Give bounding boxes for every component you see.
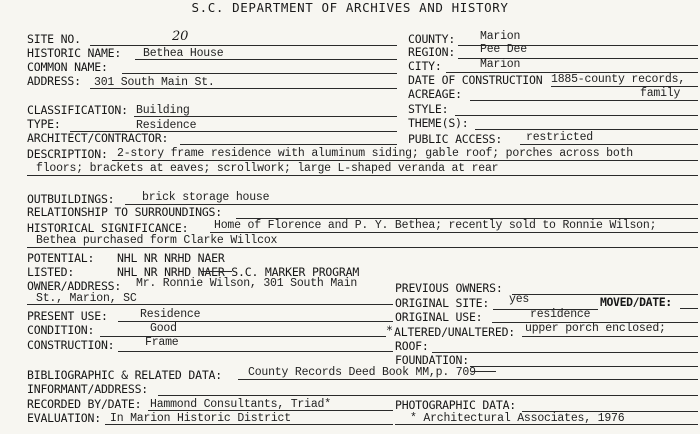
construction-value: Frame bbox=[145, 336, 179, 349]
evaluation-value: In Marion Historic District bbox=[110, 412, 291, 425]
description-line-2: floors; brackets at eaves; scrollwork; large L-shaped veranda at rear bbox=[36, 162, 499, 175]
altered-line bbox=[522, 336, 698, 337]
original-site-value: yes bbox=[509, 293, 530, 306]
relationship-label: RELATIONSHIP TO SURROUNDINGS: bbox=[27, 205, 222, 219]
form-header: S.C. DEPARTMENT OF ARCHIVES AND HISTORY bbox=[191, 0, 509, 15]
date-of-construction-value: 1885-county records, bbox=[551, 73, 686, 86]
bibliographic-line bbox=[238, 379, 698, 380]
original-use-value: residence bbox=[530, 308, 591, 321]
altered-label: ALTERED/UNALTERED: bbox=[394, 325, 516, 339]
historic-name-label: HISTORIC NAME: bbox=[27, 46, 122, 60]
construction-line bbox=[118, 351, 393, 352]
foundation-label: FOUNDATION: bbox=[395, 353, 469, 367]
description-label: DESCRIPTION: bbox=[27, 147, 108, 161]
architect-line bbox=[180, 144, 397, 145]
address-line bbox=[90, 88, 397, 89]
potential-value: NHL NR NRHD NAER bbox=[117, 251, 225, 265]
listed-label: LISTED: bbox=[27, 265, 75, 279]
footnote: * Architectural Associates, 1976 bbox=[410, 412, 625, 425]
description-rule-2 bbox=[27, 175, 698, 176]
county-label: COUNTY: bbox=[408, 32, 456, 46]
architect-label: ARCHITECT/CONTRACTOR: bbox=[27, 131, 169, 145]
informant-label: INFORMANT/ADDRESS: bbox=[27, 382, 149, 396]
foundation-line bbox=[470, 366, 698, 367]
description-rule-1 bbox=[112, 160, 698, 161]
owner-line-2: St., Marion, SC bbox=[36, 292, 137, 305]
moved-date-label: MOVED/DATE: bbox=[600, 295, 672, 309]
historical-significance-line-1: Home of Florence and P. Y. Bethea; recently sold to Ronnie Wilson; bbox=[214, 219, 657, 232]
owner-line bbox=[27, 304, 393, 305]
moved-date-line bbox=[680, 308, 698, 309]
site-no-label: SITE NO. bbox=[27, 32, 81, 46]
present-use-value: Residence bbox=[140, 308, 201, 321]
foundation-strike bbox=[472, 371, 496, 372]
recorded-by-label: RECORDED BY/DATE: bbox=[27, 397, 142, 411]
site-no-line bbox=[90, 45, 397, 46]
listed-value: NHL NR NRHD NAER S.C. MARKER PROGRAM bbox=[117, 265, 360, 279]
evaluation-line bbox=[105, 424, 393, 425]
region-value: Pee Dee bbox=[480, 43, 527, 56]
historical-significance-rule-1 bbox=[210, 232, 698, 233]
region-label: REGION: bbox=[408, 45, 456, 59]
site-no-value: 20 bbox=[172, 29, 189, 44]
recorded-by-line bbox=[148, 410, 393, 411]
style-line bbox=[455, 115, 698, 116]
address-value: 301 South Main St. bbox=[94, 76, 215, 89]
evaluation-label: EVALUATION: bbox=[27, 411, 101, 425]
altered-value: upper porch enclosed; bbox=[525, 322, 666, 335]
type-label: TYPE: bbox=[27, 117, 61, 131]
recorded-by-value: Hammond Consultants, Triad* bbox=[150, 398, 331, 411]
classification-line bbox=[134, 116, 397, 117]
type-value: Residence bbox=[136, 119, 197, 132]
style-label: STYLE: bbox=[408, 102, 449, 116]
bibliographic-value: County Records Deed Book MM,p. 709 bbox=[248, 366, 476, 379]
condition-label: CONDITION: bbox=[27, 323, 95, 337]
historic-name-value: Bethea House bbox=[143, 47, 224, 60]
date-of-construction-label: DATE OF CONSTRUCTION bbox=[408, 73, 543, 87]
address-label: ADDRESS: bbox=[27, 74, 81, 88]
acreage-line bbox=[470, 100, 698, 101]
present-use-label: PRESENT USE: bbox=[27, 309, 108, 323]
construction-label: CONSTRUCTION: bbox=[27, 338, 115, 352]
acreage-label: ACREAGE: bbox=[408, 87, 462, 101]
date-of-construction-line bbox=[551, 86, 698, 87]
themes-line bbox=[475, 129, 698, 130]
historic-name-line bbox=[135, 59, 397, 60]
owner-label: OWNER/ADDRESS: bbox=[27, 279, 122, 293]
footnote-line bbox=[395, 424, 698, 425]
condition-line bbox=[100, 336, 386, 337]
themes-label: THEME(S): bbox=[408, 116, 469, 130]
description-line-1: 2-story frame residence with aluminum siding; gable roof; porches across both bbox=[117, 147, 633, 160]
owner-line-1: Mr. Ronnie Wilson, 301 South Main bbox=[136, 277, 358, 290]
roof-label: ROOF: bbox=[395, 339, 429, 353]
classification-value: Building bbox=[136, 104, 190, 117]
outbuildings-label: OUTBUILDINGS: bbox=[27, 192, 115, 206]
historical-significance-label: HISTORICAL SIGNIFICANCE: bbox=[27, 221, 189, 235]
date-of-construction-value-2: family bbox=[640, 87, 681, 100]
outbuildings-value: brick storage house bbox=[142, 191, 270, 204]
altered-marker: * bbox=[386, 323, 393, 337]
previous-owners-label: PREVIOUS OWNERS: bbox=[395, 281, 503, 295]
photographic-data-label: PHOTOGRAPHIC DATA: bbox=[395, 398, 517, 412]
historical-significance-line-2: Bethea purchased form Clarke Willcox bbox=[36, 234, 278, 247]
roof-line bbox=[432, 352, 698, 353]
condition-value: Good bbox=[150, 322, 177, 335]
classification-label: CLASSIFICATION: bbox=[27, 103, 128, 117]
public-access-label: PUBLIC ACCESS: bbox=[408, 132, 503, 146]
common-name-label: COMMON NAME: bbox=[27, 60, 108, 74]
nrhd-strikethrough bbox=[201, 271, 232, 272]
bibliographic-label: BIBLIOGRAPHIC & RELATED DATA: bbox=[27, 368, 222, 382]
public-access-line bbox=[520, 144, 698, 145]
public-access-value: restricted bbox=[526, 131, 594, 144]
original-use-label: ORIGINAL USE: bbox=[395, 310, 483, 324]
city-label: CITY: bbox=[408, 59, 442, 73]
county-value: Marion bbox=[480, 30, 521, 43]
potential-label: POTENTIAL: bbox=[27, 251, 95, 265]
common-name-line bbox=[122, 73, 397, 74]
original-site-label: ORIGINAL SITE: bbox=[395, 296, 490, 310]
city-value: Marion bbox=[480, 58, 521, 71]
historical-significance-rule-2 bbox=[27, 247, 698, 248]
informant-line bbox=[158, 395, 698, 396]
